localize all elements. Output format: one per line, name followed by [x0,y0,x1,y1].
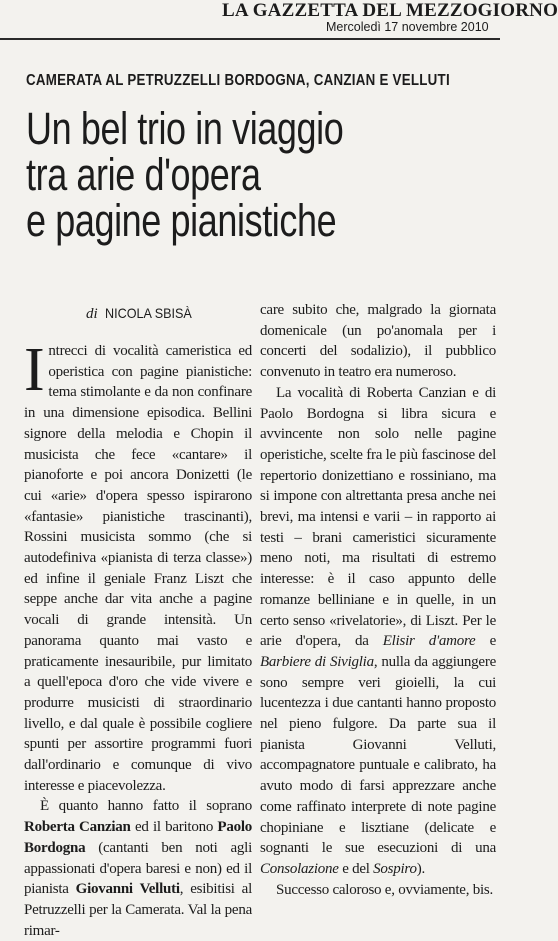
article-kicker: CAMERATA AL PETRUZZELLI BORDOGNA, CANZIAN E VELLUTI [26,72,450,89]
headline-line-1: Un bel trio in viaggio [26,103,344,154]
piece-title: Sospiro [373,860,417,877]
text-run: , nulla da aggiungere sono sempre veri gioielli, la cui lucentezza i due cantanti hanno proposto nel pieno fulgore. Da parte sua il pianista Giovanni Velluti, accompagnatore puntuale e calibrato, ha avuto modo di farsi apprezzare anche come raffinato interprete di note pagine chopiniane e lisztiane (delicate e sognanti le sue esecuzioni di una [260,653,496,857]
text-run: e del [338,860,374,877]
paragraph [24,796,252,941]
paragraph: care subito che, malgrado la giornata domenicale (un po'anomala per i concerti del sodalizio), il pubblico convenuto in teatro era numeroso. [260,302,496,381]
text-run: ed il baritono [130,819,218,836]
paragraph-text: ntrecci di vocalità cameristica ed operistica con pagine pianistiche: tema stimolante e da non confinare in una dimensione episodica. Bellini signore della melodia e Chopin il musicista che fece «cantare» il pianoforte e poi ancora Donizetti (le cui «arie» d'opera spesso ispirarono «fantasie» pianistiche trascinanti), Rossini musicista sommo (che si autodefiniva «pianista di terza classe») ed infine il geniale Franz Liszt che seppe anche dar vita anche a pagine vocali di grande intensità. Un panorama quanto mai vasto e praticamente inesauribile, pur limitato a quell'epoca d'oro che vide vivere e produrre musicisti di straordinario livello, e dal quale è possibile cogliere spunti per assortire programmi fuori dall'ordinario e comunque di vivo interesse e piacevolezza. [24,343,252,794]
performer-name: Roberta Canzian [24,819,131,836]
masthead-rule [0,38,500,40]
performer-name: Giovanni Velluti [75,881,180,898]
text-run: e [475,633,496,650]
newspaper-masthead: LA GAZZETTA DEL MEZZOGIORNO [222,0,558,21]
headline-line-2: tra arie d'opera [26,149,261,200]
paragraph [260,383,496,880]
byline-author: NICOLA SBISÀ [105,305,193,321]
paragraph [24,336,252,796]
headline-line-3: e pagine pianistiche [26,195,337,246]
text-run: (cantanti ben noti agli appassionati d'opera baresi e non) ed il pianista [24,839,252,898]
piece-title: Consolazione [260,860,339,877]
issue-date: Mercoledì 17 novembre 2010 [326,20,489,34]
text-run: La vocalità di Roberta Canzian e di Paolo Bordogna si libra sicura e avvincente non solo nelle pagine operistiche, scelte fra le più fascinose del repertorio donizettiano e rossiniano, ma si impone con altrettanta presa anche nei brevi, ma intensi e varii – in rapporto ai testi – brani cameristici sicuramente meno noti, ma risultati di estremo interesse: è il caso appunto delle romanze belliniane e in quelle, in un certo senso «rivelatorie», di Liszt. Per le arie d'opera, da [260,384,496,650]
text-run: , esibitisi al Petruzzelli per la Camerata. Val la pena rimar- [24,881,253,939]
performer-name: Paolo Bordogna [24,819,253,856]
opera-title: Elisir d'amore [382,633,476,650]
article-byline [86,304,202,323]
text-run: È quanto hanno fatto il soprano [40,798,252,815]
article-column-right [260,300,496,900]
article-headline [26,103,402,246]
text-run: ). [416,860,425,877]
article-column-left [24,336,253,941]
byline-prefix: di [86,306,98,322]
drop-cap: I [24,336,45,404]
paragraph: Successo caloroso e, ovviamente, bis. [276,881,493,898]
opera-title: Barbiere di Siviglia [260,653,374,670]
